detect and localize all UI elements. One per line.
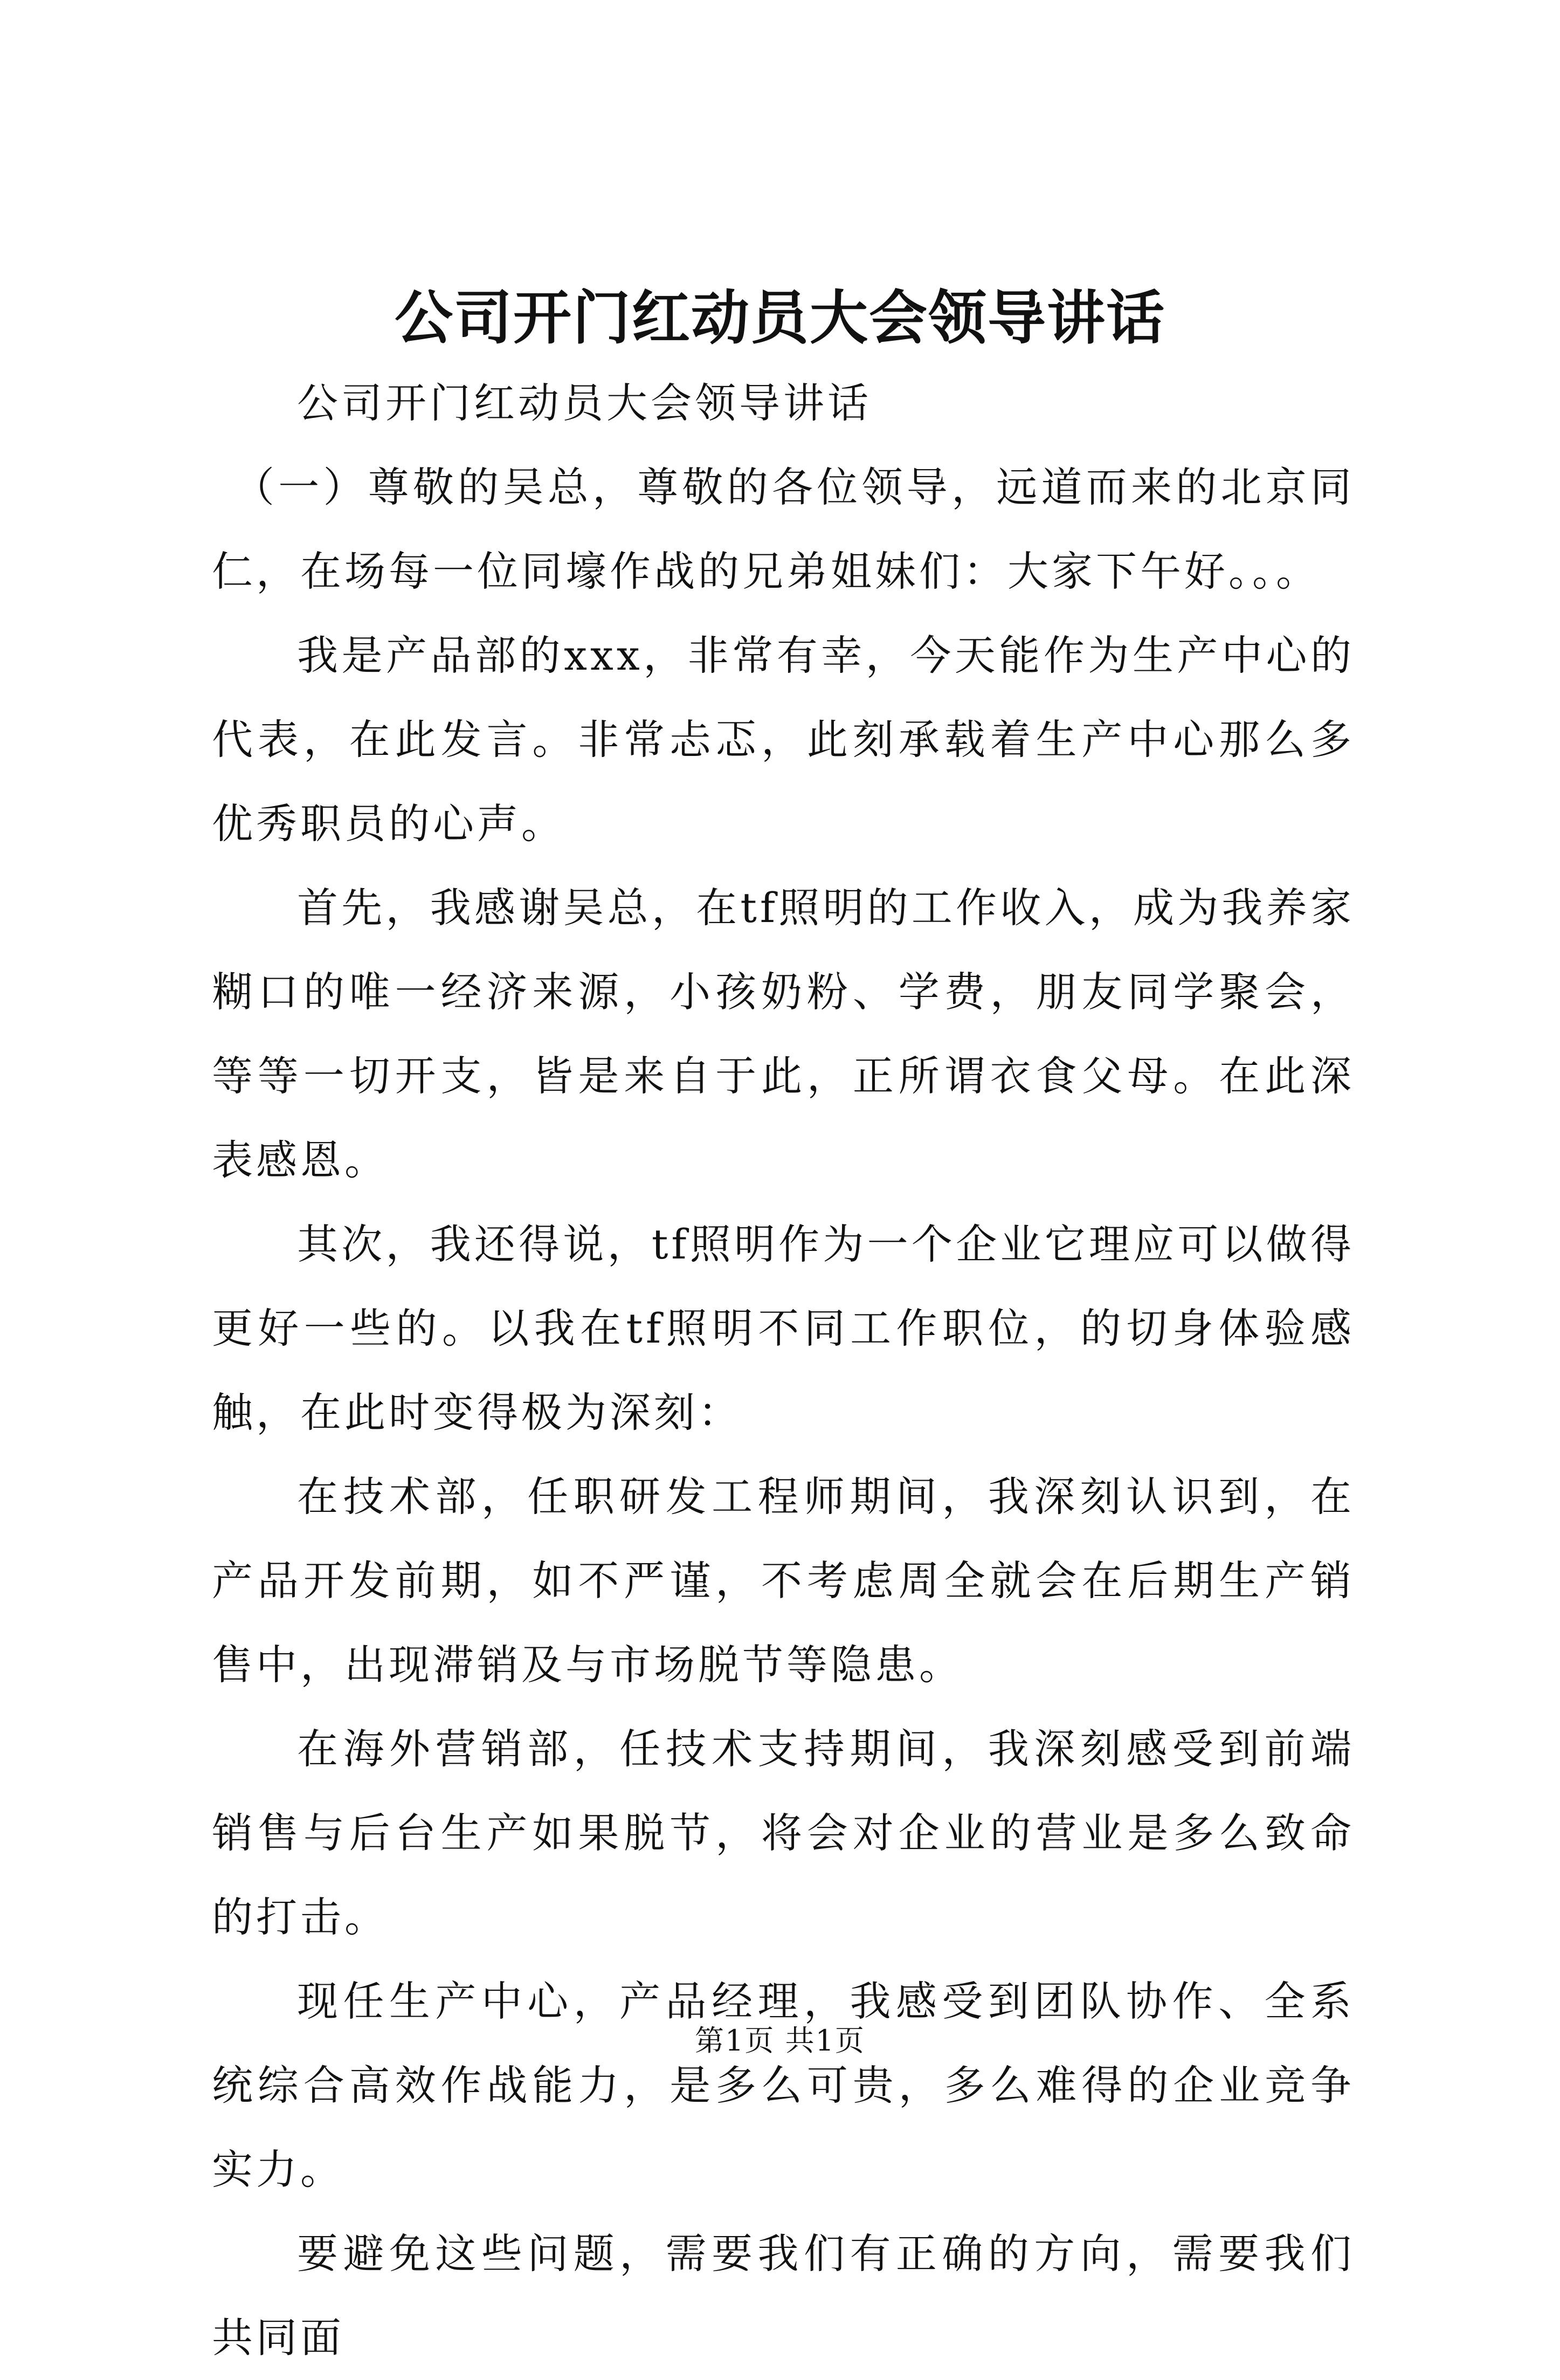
paragraph: 其次，我还得说，tf照明作为一个企业它理应可以做得更好一些的。以我在tf照明不同工作职位，的切身体验感触，在此时变得极为深刻： <box>212 1220 1355 1436</box>
page-footer: 第1页 共1页 <box>695 2024 865 2058</box>
paragraph: （一）尊敬的吴总，尊敬的各位领导，远道而来的北京同仁，在场每一位同壕作战的兄弟姐妹们：大家下午好。。。 <box>212 463 1355 595</box>
paragraph: 在海外营销部，任技术支持期间，我深刻感受到前端销售与后台生产如果脱节，将会对企业的营业是多么致命的打击。 <box>212 1725 1355 1941</box>
document-title: 公司开门红动员大会领导讲话 <box>394 284 1165 352</box>
paragraph: 现任生产中心，产品经理，我感受到团队协作、全系统综合高效作战能力，是多么可贵，多么难得的企业竞争实力。 <box>212 1977 1355 2193</box>
paragraph: 首先，我感谢吴总，在tf照明的工作收入，成为我养家糊口的唯一经济来源，小孩奶粉、学费，朋友同学聚会，等等一切开支，皆是来自于此，正所谓衣食父母。在此深表感恩。 <box>212 884 1355 1184</box>
document-body <box>212 361 1355 2380</box>
paragraph: 我是产品部的xxx，非常有幸，今天能作为生产中心的代表，在此发言。非常忐忑，此刻承载着生产中心那么多优秀职员的心声。 <box>212 631 1355 848</box>
paragraph: 公司开门红动员大会领导讲话 <box>297 379 872 427</box>
paragraph: 在技术部，任职研发工程师期间，我深刻认识到，在产品开发前期，如不严谨，不考虑周全就会在后期生产销售中，出现滞销及与市场脱节等隐患。 <box>212 1473 1355 1689</box>
paragraph: 要避免这些问题，需要我们有正确的方向，需要我们共同面 <box>212 2230 1355 2362</box>
